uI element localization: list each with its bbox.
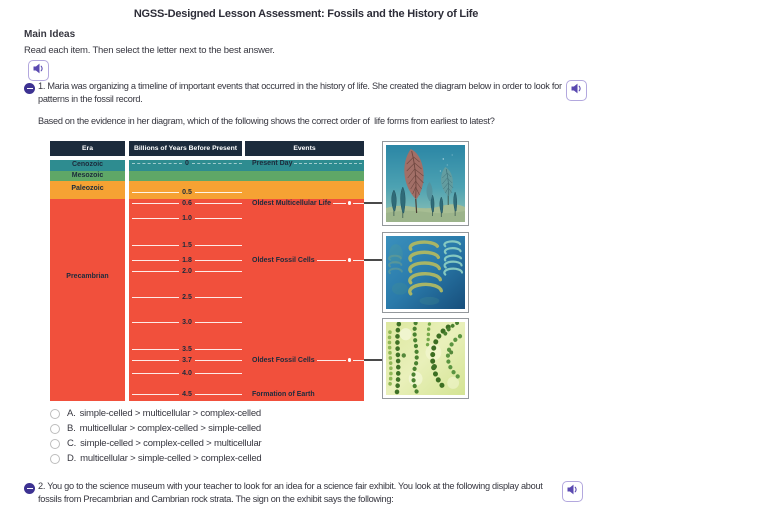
event-line	[333, 203, 346, 204]
tick-line	[132, 260, 179, 261]
tick-line	[132, 245, 179, 246]
connector-dot	[348, 358, 352, 362]
event-formation-of-earth	[246, 390, 364, 399]
event-present-day	[246, 159, 364, 168]
tick-1.8	[132, 256, 242, 265]
tick-line	[132, 203, 179, 204]
answer-options	[50, 406, 470, 468]
event-line	[294, 163, 362, 164]
tick-line	[132, 394, 179, 395]
tick-line	[195, 203, 242, 204]
era-label-paleozoic: Paleozoic	[71, 185, 104, 192]
tick-value: 4.5	[182, 390, 192, 398]
era-label-mesozoic: Mesozoic	[71, 172, 104, 179]
tick-line	[195, 360, 242, 361]
audio-button-instructions[interactable]	[28, 60, 49, 81]
tick-2.5	[132, 293, 242, 302]
era-band-mesozoic	[129, 171, 364, 181]
option-letter: D.	[67, 453, 77, 464]
tick-line	[195, 260, 242, 261]
spiral-fossil-illustration	[386, 236, 465, 309]
event-label: Formation of Earth	[252, 390, 315, 398]
event-label: Oldest Fossil Cells	[252, 256, 315, 264]
event-line	[353, 360, 364, 361]
column-header-era: Era	[50, 141, 125, 156]
tick-1.5	[132, 241, 242, 250]
event-oldest-fossil-cells	[246, 256, 364, 265]
fossil-image-coiled-cells	[382, 232, 469, 313]
tick-3.5	[132, 345, 242, 354]
tick-line	[195, 245, 242, 246]
tick-value: 3.7	[182, 356, 192, 364]
tick-line	[132, 163, 182, 164]
option-b[interactable]	[50, 421, 261, 436]
tick-line	[132, 297, 179, 298]
event-label: Oldest Multicellular Life	[252, 199, 331, 207]
page-title: NGSS-Designed Lesson Assessment: Fossils and the History of Life	[133, 8, 479, 20]
instructions-text: Read each item. Then select the letter next to the best answer.	[24, 45, 275, 56]
connector-dot	[348, 201, 352, 205]
option-a[interactable]	[50, 406, 261, 421]
tick-0.6	[132, 199, 242, 208]
sea-pens-illustration	[386, 145, 465, 222]
audio-button-question-2[interactable]	[562, 481, 583, 502]
tick-value: 1.0	[182, 214, 192, 222]
tick-value: 0.5	[182, 188, 192, 196]
tick-value: 2.5	[182, 293, 192, 301]
option-text: multicellular > complex-celled > simple-celled	[79, 423, 261, 434]
era-label-cenozoic: Cenozoic	[71, 161, 104, 168]
question-1-text: 1. Maria was organizing a timeline of important events that occurred in the history of life. She created the diagram below in order to look for patterns in the fossil record.	[38, 81, 562, 104]
tick-line	[195, 373, 242, 374]
tick-value: 0.6	[182, 199, 192, 207]
connector-dot	[348, 258, 352, 262]
tick-line	[132, 322, 179, 323]
option-letter: C.	[67, 438, 77, 449]
connector-line-oldest-fossil-cells	[364, 359, 382, 361]
event-label: Present Day	[252, 159, 293, 167]
tick-0.5	[132, 188, 242, 197]
question-2-text: 2. You go to the science museum with your teacher to look for an idea for a science fair exhibit. You look at the following display about fossils from Precambrian and Cambrian rock strata. The sign on the exhibit says the following:	[38, 481, 543, 504]
column-header-years: Billions of Years Before Present	[129, 141, 242, 156]
option-text: multicellular > simple-celled > complex-celled	[80, 453, 262, 464]
era-column	[50, 140, 125, 402]
tick-line	[132, 271, 179, 272]
option-letter: A.	[67, 408, 76, 419]
speaker-icon	[570, 82, 583, 100]
speaker-icon	[566, 483, 579, 501]
tick-3.0	[132, 318, 242, 327]
tick-line	[195, 192, 242, 193]
tick-line	[195, 394, 242, 395]
fossil-image-multicellular-life	[382, 141, 469, 226]
tick-0	[132, 159, 242, 168]
tick-value: 1.8	[182, 256, 192, 264]
tick-4.0	[132, 369, 242, 378]
tick-value: 3.0	[182, 318, 192, 326]
tick-line	[195, 297, 242, 298]
tick-line	[195, 349, 242, 350]
tick-1.0	[132, 214, 242, 223]
audio-button-question-1[interactable]	[566, 80, 587, 101]
question-1-prompt: Based on the evidence in her diagram, which of the following shows the correct order of life forms from earliest to latest?	[38, 116, 495, 126]
tick-line	[132, 349, 179, 350]
connector-line-oldest-fossil-cells	[364, 259, 382, 261]
tick-line	[192, 163, 242, 164]
event-line	[317, 260, 346, 261]
connector-line-oldest-multicellular-life	[364, 202, 382, 204]
radio-button[interactable]	[50, 409, 60, 419]
column-header-events: Events	[245, 141, 364, 156]
option-c[interactable]	[50, 436, 262, 451]
tick-line	[132, 373, 179, 374]
event-oldest-multicellular-life	[246, 199, 364, 208]
tick-line	[195, 322, 242, 323]
radio-button[interactable]	[50, 424, 60, 434]
speaker-icon	[32, 62, 45, 80]
collapse-question-1-icon[interactable]	[24, 83, 35, 94]
event-oldest-fossil-cells	[246, 356, 364, 365]
event-line	[353, 260, 364, 261]
microfossil-chains-illustration	[386, 322, 465, 395]
option-text: simple-celled > complex-celled > multicellular	[80, 438, 262, 449]
event-line	[317, 360, 346, 361]
section-heading: Main Ideas	[24, 29, 76, 40]
option-text: simple-celled > multicellular > complex-celled	[79, 408, 261, 419]
era-band-precambrian	[50, 199, 125, 401]
era-label-precambrian: Precambrian	[66, 273, 109, 280]
tick-line	[195, 218, 242, 219]
tick-value: 0	[185, 159, 189, 167]
tick-value: 4.0	[182, 369, 192, 377]
collapse-question-2-icon[interactable]	[24, 483, 35, 494]
tick-line	[132, 192, 179, 193]
tick-2.0	[132, 267, 242, 276]
tick-value: 1.5	[182, 241, 192, 249]
tick-line	[132, 360, 179, 361]
radio-button[interactable]	[50, 439, 60, 449]
option-letter: B.	[67, 423, 76, 434]
fossil-image-cell-chains	[382, 318, 469, 399]
tick-4.5	[132, 390, 242, 399]
tick-value: 3.5	[182, 345, 192, 353]
tick-line	[195, 271, 242, 272]
tick-3.7	[132, 356, 242, 365]
tick-value: 2.0	[182, 267, 192, 275]
event-line	[353, 203, 364, 204]
option-d[interactable]	[50, 451, 262, 466]
tick-line	[132, 218, 179, 219]
radio-button[interactable]	[50, 454, 60, 464]
event-label: Oldest Fossil Cells	[252, 356, 315, 364]
